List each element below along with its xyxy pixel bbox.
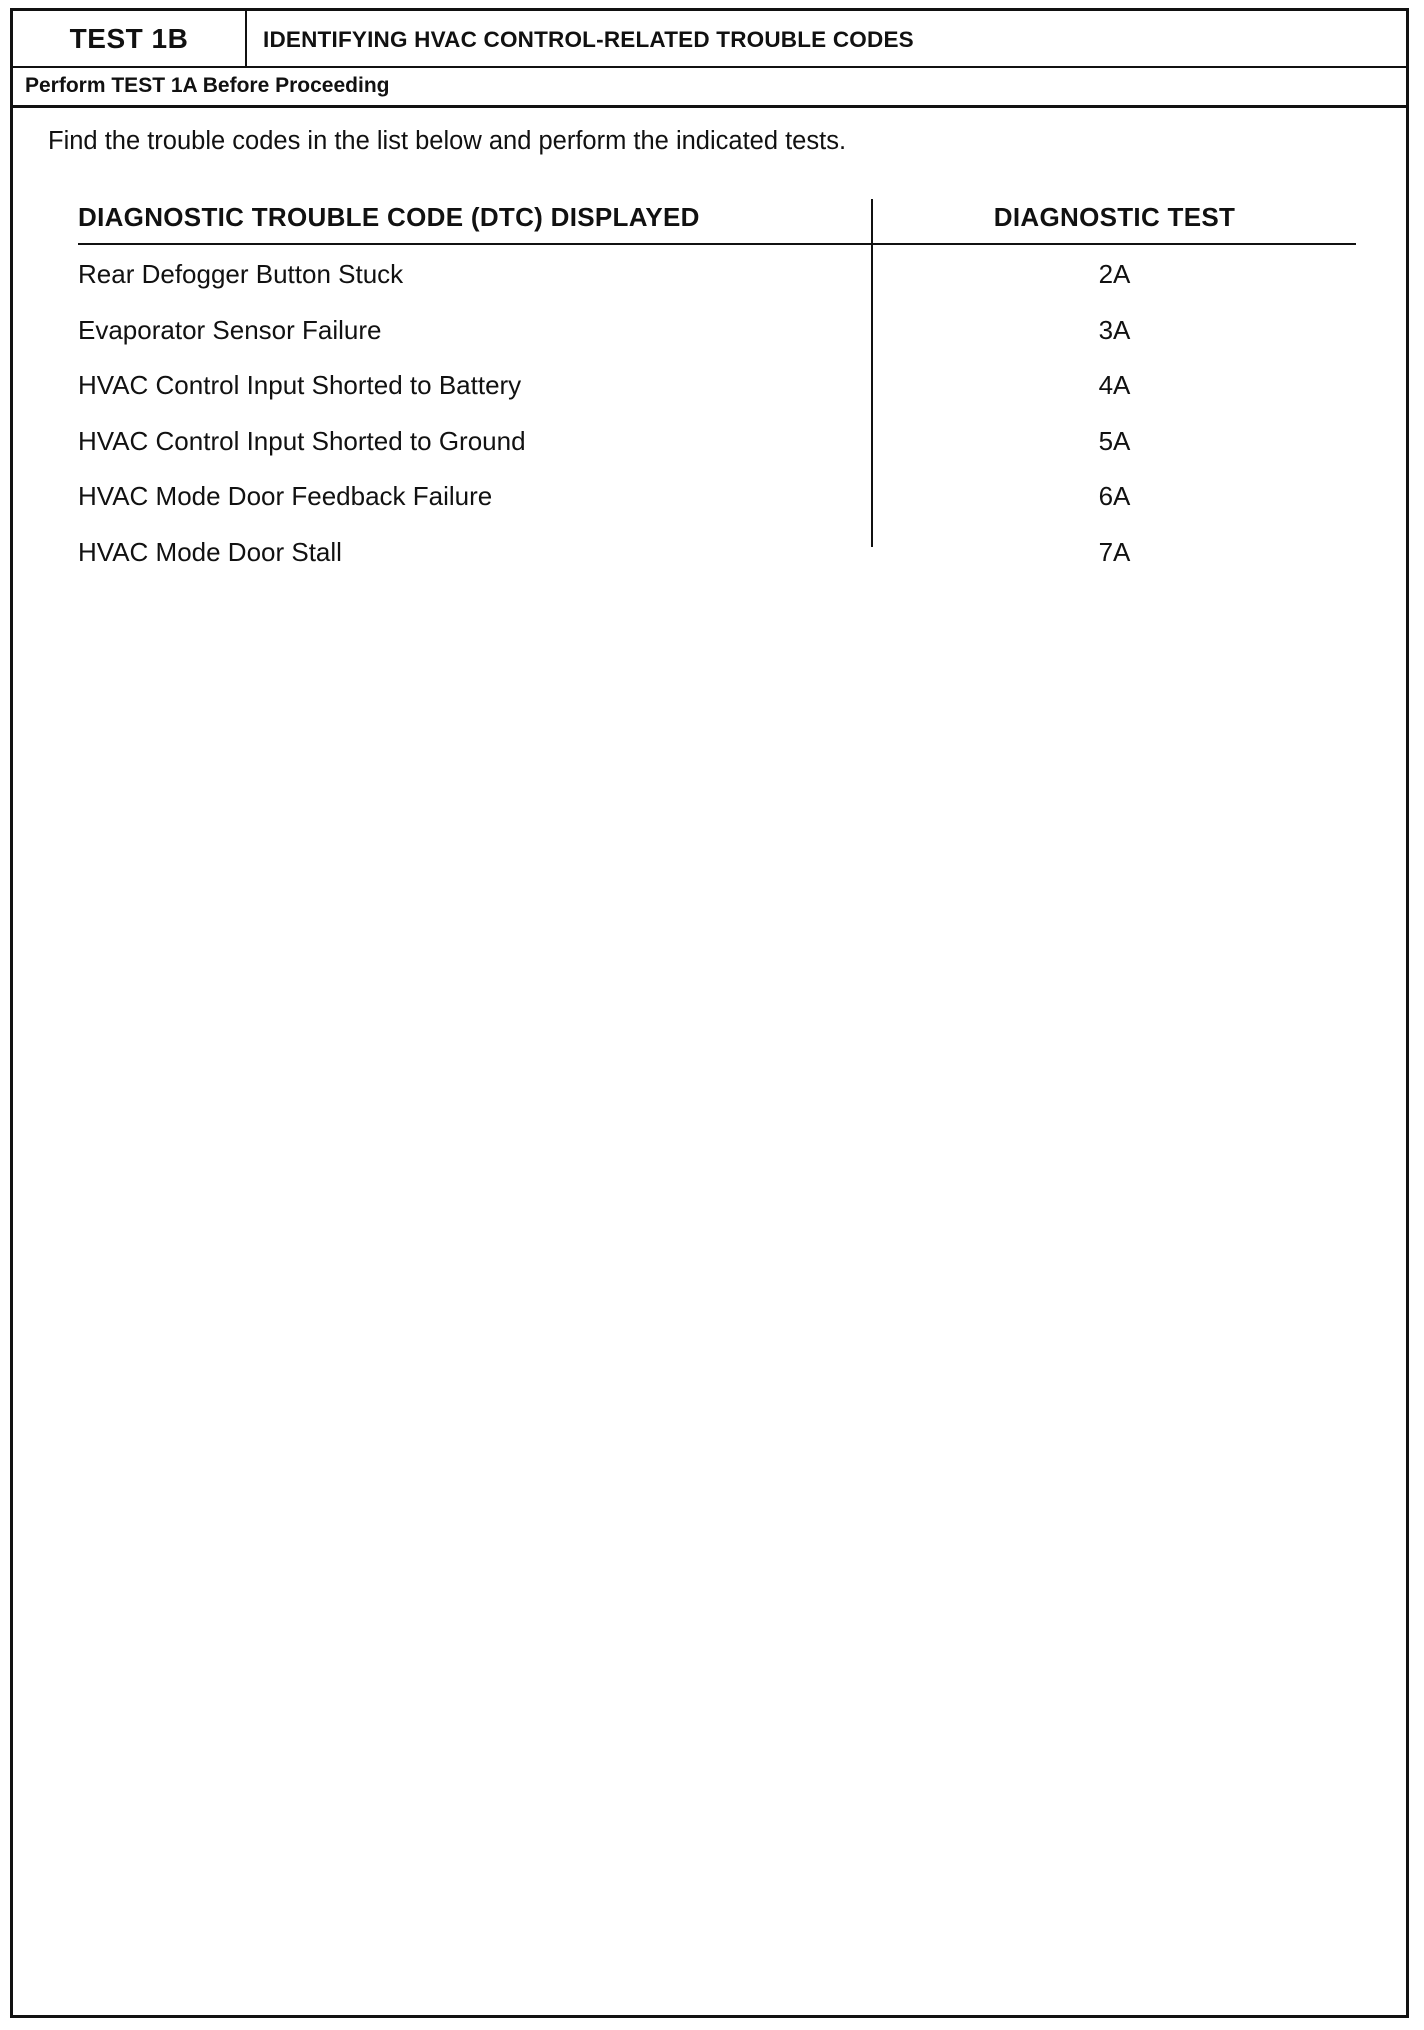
test-cell: 4A xyxy=(1098,370,1131,400)
table-row xyxy=(78,523,1356,579)
column-header-test: DIAGNOSTIC TEST xyxy=(993,202,1236,232)
prerequisite-text: Perform TEST 1A Before Proceeding xyxy=(25,74,390,97)
dtc-table xyxy=(78,191,1356,578)
test-id-label: TEST 1B xyxy=(13,11,247,66)
test-page-frame xyxy=(10,8,1409,2018)
table-row xyxy=(78,245,1356,301)
table-body xyxy=(78,245,1356,578)
dtc-cell: Evaporator Sensor Failure xyxy=(78,314,382,345)
test-cell: 7A xyxy=(1098,536,1131,567)
test-cell: 5A xyxy=(1098,425,1131,456)
prerequisite-bar xyxy=(13,68,1406,108)
column-header-dtc: DIAGNOSTIC TROUBLE CODE (DTC) DISPLAYED xyxy=(78,202,700,232)
dtc-cell: HVAC Mode Door Feedback Failure xyxy=(78,481,493,511)
test-title: IDENTIFYING HVAC CONTROL-RELATED TROUBLE CODES xyxy=(263,27,914,52)
dtc-cell: Rear Defogger Button Stuck xyxy=(78,259,404,289)
test-cell: 3A xyxy=(1098,314,1131,345)
table-row xyxy=(78,412,1356,468)
instruction-text: Find the trouble codes in the list below and perform the indicated tests. xyxy=(48,127,847,155)
test-cell: 6A xyxy=(1098,481,1131,511)
table-row xyxy=(78,467,1356,523)
table-row xyxy=(78,356,1356,412)
table-header xyxy=(78,191,1356,245)
test-cell: 2A xyxy=(1098,259,1131,289)
test-header xyxy=(13,11,1406,68)
dtc-cell: HVAC Control Input Shorted to Ground xyxy=(78,425,526,456)
table-row xyxy=(78,301,1356,357)
dtc-cell: HVAC Mode Door Stall xyxy=(78,536,342,567)
dtc-cell: HVAC Control Input Shorted to Battery xyxy=(78,370,522,400)
